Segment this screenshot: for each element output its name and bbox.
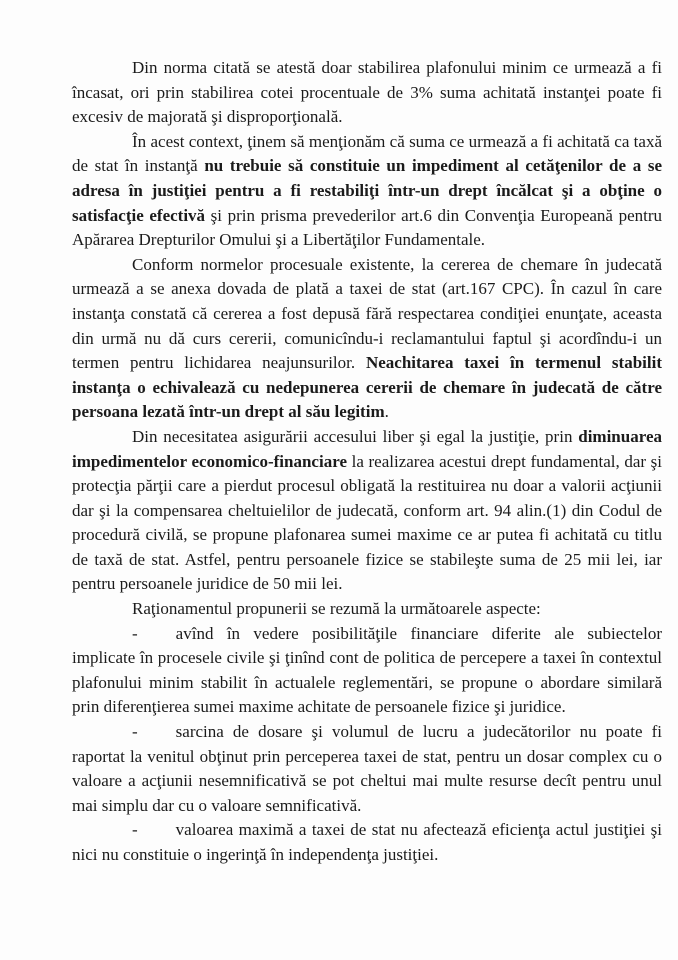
bold-run: Neachitarea taxei în termenul stabilit instanţa o echivalează cu nedepunerea cererii de chemare în judecată de către persoana lezată într-un drept al său legitim [72, 353, 662, 422]
text-run: Conform normelor procesuale existente, la cererea de chemare în judecată urmează a se anexa dovada de plată a taxei de stat (art.167 CPC). În cazul în care instanţa constată că cererea a fost depusă fără respectarea condiţiei enunţate, aceasta din urmă nu dă curs cererii, comunicîndu-i reclamantului faptul şi acordîndu-i un termen pentru lichidarea neajunsurilor. [72, 254, 662, 373]
paragraph-2 [72, 130, 662, 253]
text-run: Din necesitatea asigurării accesului liber şi egal la justiţie, prin [132, 426, 579, 446]
text-run: În acest context, ţinem să menţionăm că suma ce urmează a fi achitată ca taxă de stat în instanţă [72, 131, 662, 176]
paragraph-1 [72, 56, 662, 130]
paragraph-3 [72, 253, 662, 425]
paragraph-4 [72, 425, 662, 597]
text-run: sarcina de dosare şi volumul de lucru a judecătorilor nu poate fi raportat la venitul obţinut prin perceperea taxei de stat, pentru un dosar complex cu o valoare a acţiunii nesemnificativă se pot cheltui mai multe resurse decît pentru unul mai simplu dar cu o valoare semnificativă. [72, 722, 662, 815]
bold-run: diminuarea impedimentelor economico-financiare [72, 426, 662, 471]
bullet-dash: - [132, 623, 138, 643]
text-run: avînd în vedere posibilităţile financiare diferite ale subiectelor implicate în procesele civile şi ţinînd cont de politica de percepere a taxei în contextul plafonului minim stabilit în actualele reglementări, se propune o abordare similară prin diferenţierea sumei maxime achitate de persoanele fizice şi juridice. [72, 623, 662, 717]
bullet-dash: - [132, 820, 138, 840]
document-body [72, 56, 662, 868]
text-run: . [384, 402, 389, 422]
bullet-dash: - [132, 722, 138, 742]
bullet-item-2 [72, 720, 662, 818]
bullet-item-1 [72, 622, 662, 720]
text-run: Raţionamentul propunerii se rezumă la următoarele aspecte: [132, 599, 541, 619]
paragraph-5 [72, 597, 662, 622]
text-run: Din norma citată se atestă doar stabilirea plafonului minim ce urmează a fi încasat, ori prin stabilirea cotei procentuale de 3% suma achitată instanţei poate fi excesiv de majorată şi disproporţională. [72, 58, 662, 127]
bold-run: nu trebuie să constituie un impediment al cetăţenilor de a se adresa în justiţiei pentru a fi restabiliţi într-un drept încălcat şi a obţine o satisfacţie efectivă [72, 156, 662, 225]
text-run: valoarea maximă a taxei de stat nu afectează eficienţa actul justiţiei şi nici nu constituie o ingerinţă în independenţa justiţiei. [72, 820, 662, 864]
text-run: la realizarea acestui drept fundamental, dar şi protecţia părţii care a pierdut procesul obligată la restituirea nu doar a valorii acţiunii dar şi la compensarea cheltuielilor de judecată, conform art. 94 alin.(1) din Codul de procedură civilă, se propune plafonarea sumei maxime ce ar putea fi achitată cu titlu de taxă de stat. Astfel, pentru persoanele fizice se stabileşte suma de 25 mii lei, iar pentru persoanele juridice de 50 mii lei. [72, 451, 663, 594]
text-run: şi prin prisma prevederilor art.6 din Convenţia Europeană pentru Apărarea Drepturilor Omului şi a Libertăţilor Fundamentale. [72, 205, 662, 250]
bullet-item-3 [72, 818, 662, 867]
